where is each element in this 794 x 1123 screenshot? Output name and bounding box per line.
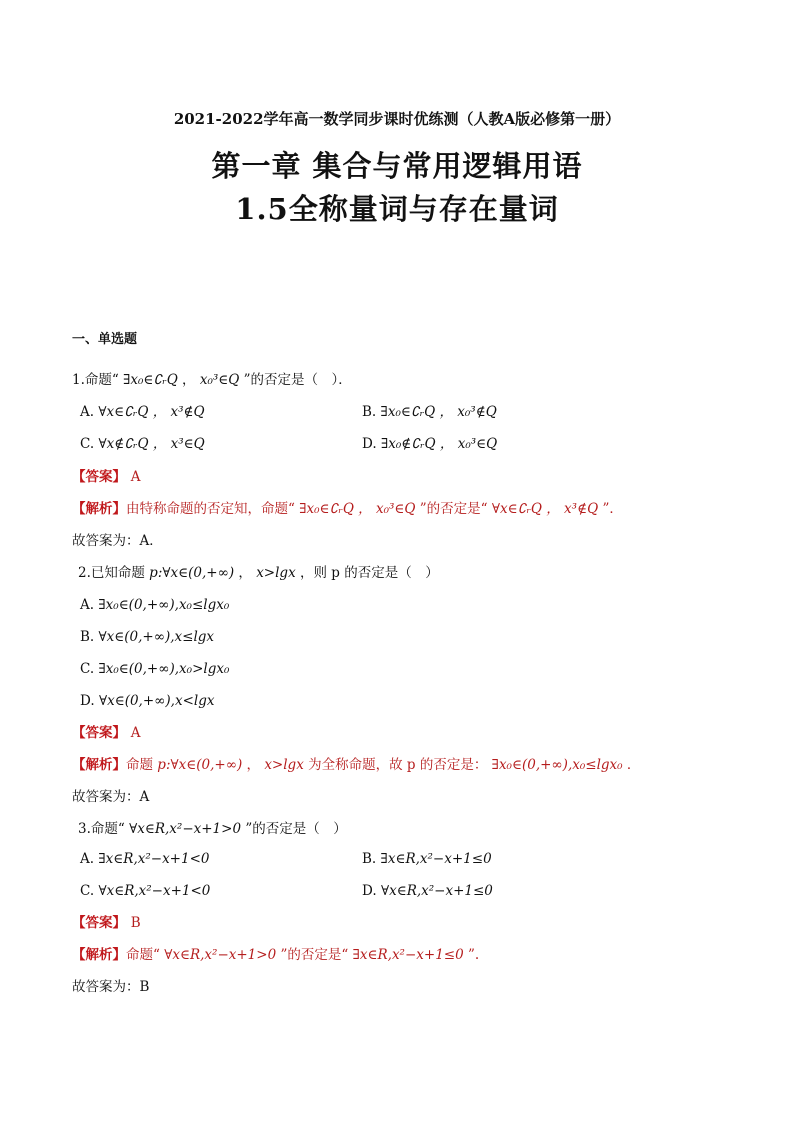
question-1-option-d: D. ∃x₀∉∁ᵣQ ， x₀³∈Q	[362, 436, 498, 452]
question-1-answer: 【答案】 A	[72, 469, 141, 485]
question-1-option-c: C. ∀x∉∁ᵣQ ， x³∈Q	[80, 436, 205, 452]
question-2-stem: 2.已知命题 p:∀x∈(0,+∞) ， x>lgx ，则 p 的否定是（ ）	[78, 565, 439, 581]
question-2-answer: 【答案】 A	[72, 725, 141, 741]
question-1-option-b: B. ∃x₀∈∁ᵣQ ， x₀³∉Q	[362, 404, 497, 420]
question-2-option-d: D. ∀x∈(0,+∞),x<lgx	[80, 693, 215, 709]
section-title: 1.5全称量词与存在量词	[235, 192, 559, 226]
question-1-stem: 1.命题“ ∃x₀∈∁ᵣQ ， x₀³∈Q ”的否定是（ ）．	[72, 372, 352, 388]
question-3-conclusion: 故答案为：B	[72, 979, 150, 995]
series-title: 2021-2022学年高一数学同步课时优练测（人教A版必修第一册）	[173, 110, 621, 128]
question-2-conclusion: 故答案为：A	[72, 789, 150, 805]
question-3-option-b: B. ∃x∈R,x²−x+1≤0	[362, 851, 492, 867]
question-3-stem: 3.命题“ ∀x∈R,x²−x+1>0 ”的否定是（ ）	[78, 821, 347, 837]
question-1-analysis: 【解析】由特称命题的否定知，命题“ ∃x₀∈∁ᵣQ ， x₀³∈Q ”的否定是“ ∀x∈∁ᵣQ ， x³∉Q ”．	[72, 501, 623, 517]
chapter-title: 第一章 集合与常用逻辑用语	[211, 149, 583, 183]
question-1-conclusion: 故答案为：A．	[72, 533, 163, 549]
section-heading: 一、单选题	[72, 332, 138, 347]
question-2-option-c: C. ∃x₀∈(0,+∞),x₀>lgx₀	[80, 661, 230, 677]
question-3-answer: 【答案】 B	[72, 915, 141, 931]
question-2-analysis: 【解析】命题 p:∀x∈(0,+∞) ， x>lgx 为全称命题，故 p 的否定是： ∃x₀∈(0,+∞),x₀≤lgx₀ ．	[72, 757, 641, 773]
question-3-analysis: 【解析】命题“ ∀x∈R,x²−x+1>0 ”的否定是“ ∃x∈R,x²−x+1≤0 ”.	[72, 947, 480, 963]
question-3-option-c: C. ∀x∈R,x²−x+1<0	[80, 883, 211, 899]
question-2-option-b: B. ∀x∈(0,+∞),x≤lgx	[80, 629, 215, 645]
question-2-option-a: A. ∃x₀∈(0,+∞),x₀≤lgx₀	[80, 597, 230, 613]
question-1-option-a: A. ∀x∈∁ᵣQ ， x³∉Q	[80, 404, 205, 420]
question-3-option-a: A. ∃x∈R,x²−x+1<0	[80, 851, 210, 867]
question-3-option-d: D. ∀x∈R,x²−x+1≤0	[362, 883, 493, 899]
